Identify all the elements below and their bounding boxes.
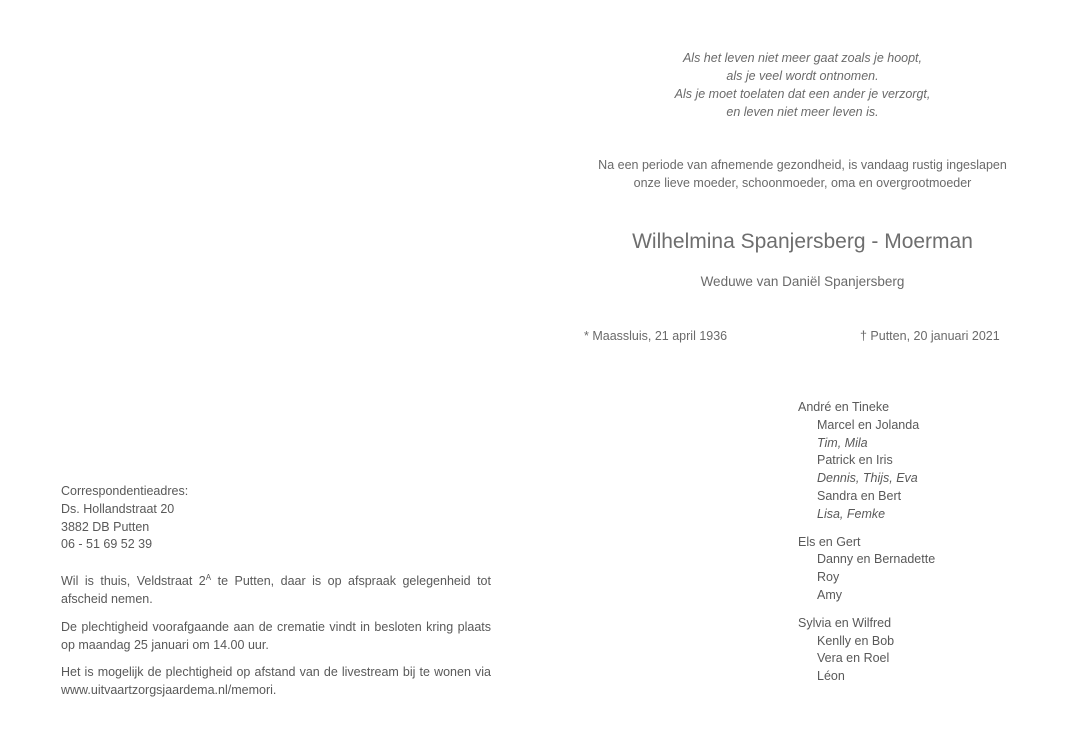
family-group	[798, 534, 1068, 605]
ceremony-paragraph: De plechtigheid voorafgaande aan de crematie vindt in besloten kring plaats op maandag 25 januari om 14.00 uur.	[61, 620, 491, 652]
poem-line: Als je moet toelaten dat een ander je verzorgt,	[674, 87, 931, 101]
address-phone: 06 - 51 69 52 39	[61, 537, 153, 552]
visitation-text-start: Wil is thuis, Veldstraat 2	[61, 574, 206, 588]
family-child: Marcel en Jolanda	[817, 417, 920, 432]
family-child: Sandra en Bert	[817, 488, 902, 503]
family-group	[798, 399, 1068, 524]
address-street: Ds. Hollandstraat 20	[61, 501, 175, 516]
announcement-intro	[580, 156, 1025, 192]
visitation-text-end: te Putten, daar is op afspraak gelegenheid tot afscheid nemen.	[61, 574, 491, 606]
family-grandchildren: Tim, Mila	[817, 435, 868, 450]
livestream-paragraph: Het is mogelijk de plechtigheid op afstand van de livestream bij te wonen via www.uitvaartzorgsjaardema.nl/memori.	[61, 665, 491, 697]
family-child: Danny en Bernadette	[817, 552, 936, 567]
family-child: Amy	[817, 587, 842, 602]
family-parent: André en Tineke	[798, 400, 890, 414]
family-grandchildren: Dennis, Thijs, Eva	[817, 471, 918, 486]
correspondence-address	[61, 483, 188, 554]
intro-line: onze lieve moeder, schoonmoeder, oma en overgrootmoeder	[633, 176, 972, 190]
poem-line: als je veel wordt ontnomen.	[726, 69, 879, 83]
address-suffix: A	[205, 573, 212, 582]
deceased-name: Wilhelmina Spanjersberg - Moerman	[632, 230, 973, 253]
death-info: † Putten, 20 januari 2021	[860, 329, 1000, 343]
family-child: Roy	[817, 570, 840, 585]
visitation-paragraph	[61, 572, 491, 608]
poem	[580, 49, 1025, 121]
family-grandchildren: Lisa, Femke	[817, 506, 886, 521]
poem-line: en leven niet meer leven is.	[726, 105, 879, 119]
family-parent: Els en Gert	[798, 534, 861, 549]
intro-line: Na een periode van afnemende gezondheid, is vandaag rustig ingeslapen	[598, 158, 1007, 172]
birth-info: * Maassluis, 21 april 1936	[584, 329, 728, 343]
family-child: Kenlly en Bob	[817, 633, 895, 648]
family-group	[798, 615, 1068, 686]
family-child: Vera en Roel	[817, 651, 890, 666]
family-parent: Sylvia en Wilfred	[798, 615, 892, 630]
poem-line: Als het leven niet meer gaat zoals je hoopt,	[682, 51, 923, 65]
address-label: Correspondentieadres:	[61, 484, 189, 498]
widow-of: Weduwe van Daniël Spanjersberg	[700, 274, 905, 289]
family-child: Léon	[817, 669, 845, 684]
family-child: Patrick en Iris	[817, 453, 893, 468]
family-list	[798, 399, 1068, 696]
address-postal-city: 3882 DB Putten	[61, 519, 150, 534]
